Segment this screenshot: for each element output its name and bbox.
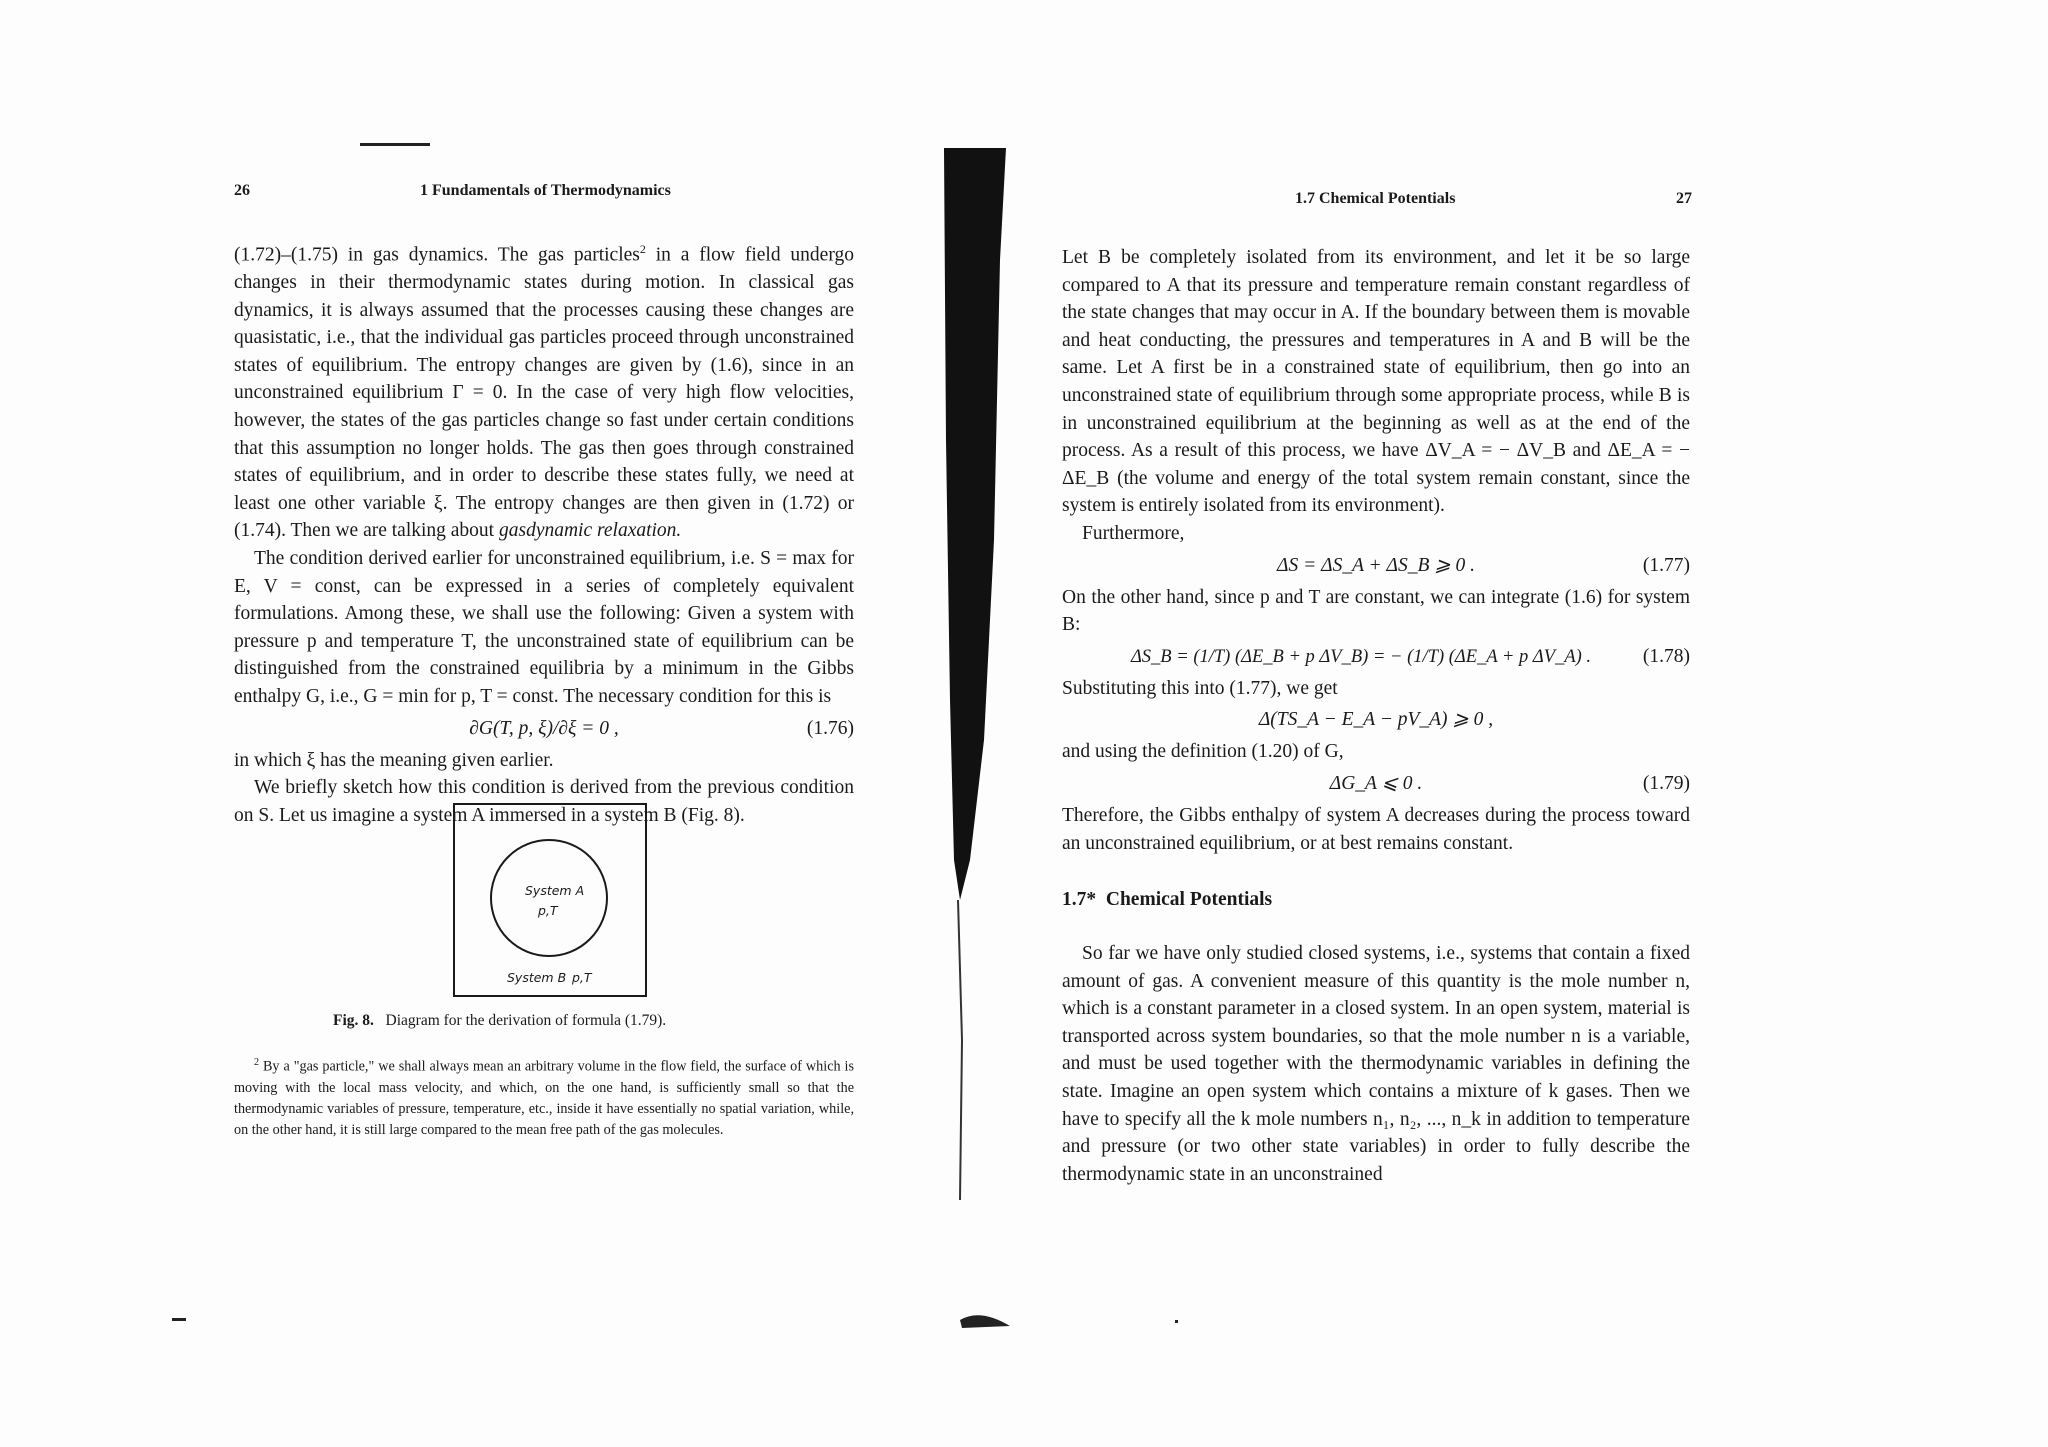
footnote-ref: 2 — [639, 242, 646, 256]
paragraph-substituting: Substituting this into (1.77), we get — [1062, 677, 1338, 699]
equation-1-77 — [1062, 548, 1690, 584]
system-a-circle — [490, 839, 608, 957]
paragraph-sketch: We briefly sketch how this condition is derived from the previous condition on S. Let us imagine a system A immersed in a system B (Fig. 8). — [234, 777, 854, 826]
equation-expr: ΔS_B = (1/T) (ΔE_B + p ΔV_B) = − (1/T) (ΔE_A + p ΔV_A) . — [1130, 646, 1592, 667]
footnote — [234, 1052, 854, 1141]
equation-number: (1.78) — [1642, 645, 1690, 667]
paragraph-integrate: On the other hand, since p and T are constant, we can integrate (1.6) for system B: — [1062, 586, 1690, 636]
paragraph-gas-dynamics: (1.72)–(1.75) in gas dynamics. The gas particles$^2$ in a flow field undergo changes in their thermodynamic states during motion. In classical gas dynamics, it is always assumed that the processes causing these changes are quasistatic, i.e., that the individual gas particles proceed through unconstrained states of equilibrium. The entropy changes are given by (1.6), since in an unconstrained equilibrium Γ = 0. In the case of very high flow velocities, however, the states of the gas particles change so fast under certain conditions that this assumption no longer holds. The gas then goes through constrained states of equilibrium, and in order to describe these states fully, we need at least one other variable ξ. The entropy changes are then given in (1.72) or (1.74). Then we are talking about gasdynamic relaxation. — [234, 242, 854, 542]
paragraph-open-systems: So far we have only studied closed systems, i.e., systems that contain a fixed amount of gas. A convenient measure of this quantity is the mole number n, which is a constant parameter in a closed system. In an open system, material is transported across system boundaries, so that the mole number n is a variable, and must be used together with the thermodynamic variables in defining the state. Imagine an open system which contains a mixture of k gases. Then we have to specify all the k mole numbers n₁, n₂, ..., n_k in addition to temperature and pressure (or two other state variables) in order to fully describe the thermodynamic state in an unconstrained — [1062, 943, 1690, 1185]
scan-mark-top — [360, 143, 430, 146]
system-a-state-label: p,T — [538, 903, 558, 918]
section-title: Chemical Potentials — [1105, 889, 1273, 910]
left-page — [0, 0, 1000, 1447]
paragraph-gibbs-decreases: Therefore, the Gibbs enthalpy of system A decreases during the process toward an unconstrained equilibrium, or at best remains constant. — [1062, 804, 1690, 854]
equation-number: (1.77) — [1642, 554, 1690, 576]
equation-number: (1.76) — [806, 717, 854, 739]
system-a-label: System A — [525, 883, 585, 898]
figure-8-diagram — [453, 803, 647, 997]
running-head-right: 1.7 Chemical Potentials — [1295, 190, 1456, 207]
paragraph-xi-meaning: in which ξ has the meaning given earlier. — [234, 749, 554, 771]
scan-dot — [1175, 1320, 1178, 1323]
page-number-left: 26 — [234, 182, 250, 199]
term-gasdynamic-relaxation: gasdynamic relaxation. — [498, 520, 682, 542]
footnote-text: By a "gas particle," we shall always mean an arbitrary volume in the flow field, the surface of which is moving with the local mass velocity, and which, on the one hand, is sufficiently small so that the thermodynamic variables of pressure, temperature, etc., inside it have essentially no spatial variation, while, on the other hand, it is still large compared to the mean free path of the gas molecules. — [234, 1058, 855, 1138]
equation-unnumbered — [1062, 702, 1690, 738]
right-body-text-section — [1062, 940, 1690, 1188]
right-page — [1000, 0, 2048, 1447]
page-number-right: 27 — [1676, 190, 1692, 207]
paragraph-definition-g: and using the definition (1.20) of G, — [1062, 741, 1344, 763]
equation-1-76 — [234, 711, 854, 747]
figure-caption — [333, 1012, 666, 1030]
equation-expr: ΔG_A ⩽ 0 . — [1329, 772, 1423, 794]
caption-label: Fig. 8. — [333, 1012, 374, 1029]
equation-expr: ∂G(T, p, ξ)/∂ξ = 0 , — [469, 717, 619, 739]
system-b-state-label: p,T — [572, 970, 592, 985]
footnote-mark: 2 — [254, 1057, 259, 1068]
scan-mark-bottom — [172, 1318, 186, 1321]
section-number: 1.7* — [1062, 889, 1097, 910]
left-body-text — [234, 236, 854, 829]
equation-expr: Δ(TS_A − E_A − pV_A) ⩾ 0 , — [1258, 709, 1494, 731]
caption-text: Diagram for the derivation of formula (1.79). — [385, 1012, 667, 1029]
paragraph-furthermore: Furthermore, — [1082, 522, 1185, 544]
section-heading — [1062, 889, 1272, 911]
equation-expr: ΔS = ΔS_A + ΔS_B ⩾ 0 . — [1277, 554, 1475, 576]
paragraph-gibbs-condition: The condition derived earlier for unconstrained equilibrium, i.e. S = max for E, V = const, can be expressed in a series of completely equivalent formulations. Among these, we shall use the following: Given a system with pressure p and temperature T, the unconstrained state of equilibrium can be distinguished from the constrained equilibria by a minimum in the Gibbs enthalpy G, i.e., G = min for p, T = const. The necessary condition for this is — [234, 548, 854, 707]
equation-1-79 — [1062, 766, 1690, 802]
system-b-label: System B — [507, 970, 567, 985]
equation-number: (1.79) — [1642, 772, 1690, 794]
paragraph-system-b: Let B be completely isolated from its environment, and let it be so large compared to A that its pressure and temperature remain constant regardless of the state changes that may occur in A. If the boundary between them is movable and heat conducting, the pressures and temperatures in A and B will be the same. Let A first be in a constrained state of equilibrium, then go into an unconstrained state of equilibrium through some appropriate process, while B is in unconstrained equilibrium at the beginning as well as at the end of the process. As a result of this process, we have ΔV_A = − ΔV_B and ΔE_A = − ΔE_B (the volume and energy of the total system remain constant, since the system is entirely isolated from its environment). — [1062, 247, 1690, 517]
equation-1-78 — [1062, 639, 1690, 675]
right-body-text — [1062, 244, 1690, 857]
running-head-left: 1 Fundamentals of Thermodynamics — [420, 182, 671, 199]
